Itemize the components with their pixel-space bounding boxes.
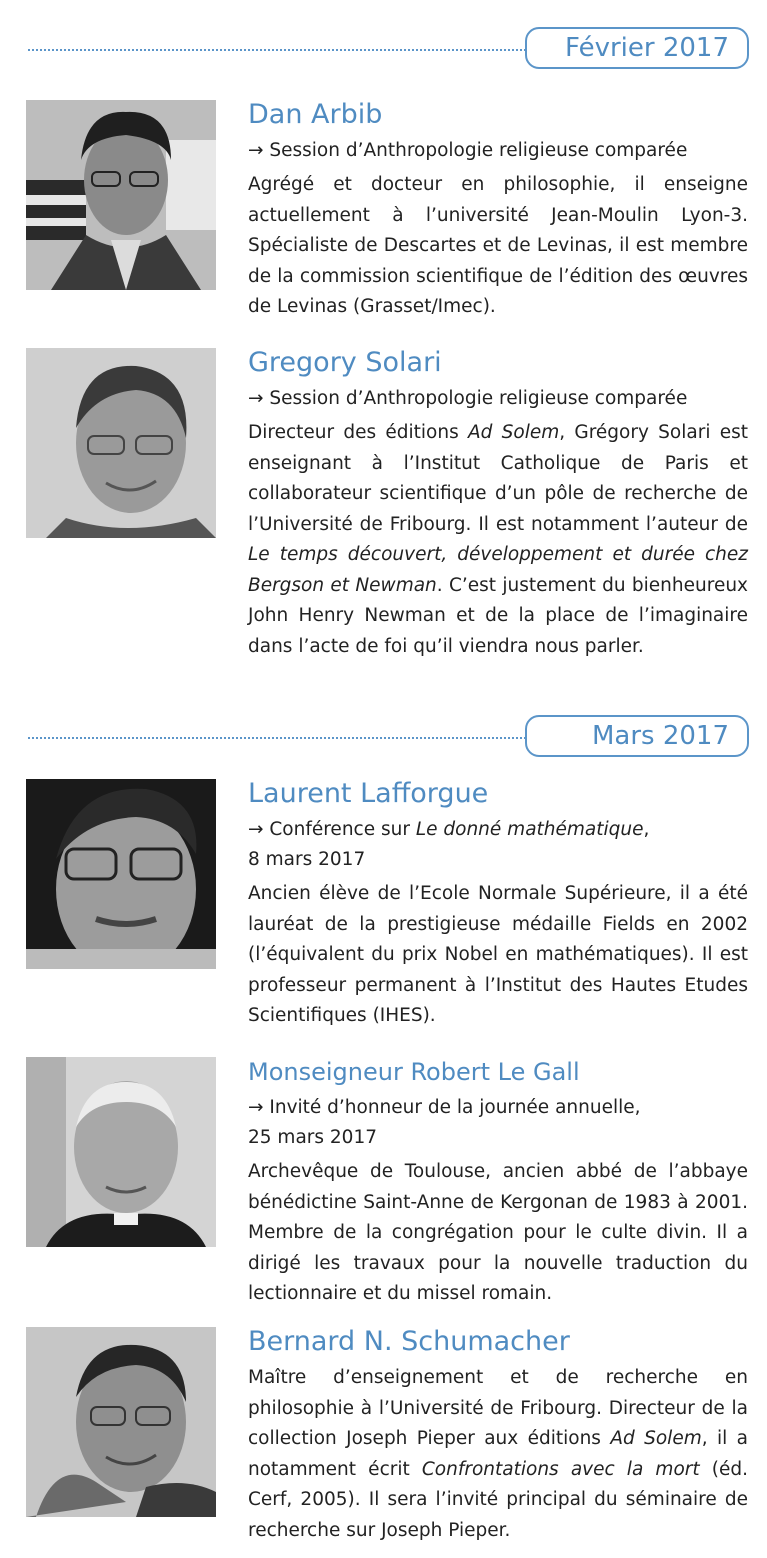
dotted-divider [28,49,526,51]
session-line: → Session d’Anthropologie religieuse comparée [248,388,688,409]
speaker-name: Laurent Lafforgue [248,778,489,809]
portrait-photo [26,348,216,538]
session-line: → Conférence sur Le donné mathématique, 8 mars 2017 [248,819,650,870]
speaker-bio: Agrégé et docteur en philosophie, il enseigne actuellement à l’université Jean-Moulin Lyon-3. Spécialiste de Descartes et de Levinas, il est membre de la commission scientifique de l’édition des œuvres de Levinas (Grasset/Imec). [248,174,748,317]
session-date: 25 mars 2017 [248,1127,377,1148]
speaker-bio: Ancien élève de l’Ecole Normale Supérieure, il a été lauréat de la prestigieuse médaille Fields en 2002 (l’équivalent du prix Nobel en mathématiques). Il est professeur permanent à l’Institut des Hautes Etudes Scientifiques (IHES). [248,883,748,1026]
session-line: → Session d’Anthropologie religieuse comparée [248,140,688,161]
speaker-name: Bernard N. Schumacher [248,1326,570,1357]
portrait-photo [26,1057,216,1247]
speaker-bio: Archevêque de Toulouse, ancien abbé de l’abbaye bénédictine Saint-Anne de Kergonan de 1983 à 2001. Membre de la congrégation pour le culte divin. Il a dirigé les travaux pour la nouvelle traduction du lectionnaire et du missel romain. [248,1161,748,1304]
dotted-divider [28,737,526,739]
month-header-fevrier [0,27,767,73]
portrait-photo [26,779,216,969]
speaker-bio: Directeur des éditions Ad Solem, Grégory Solari est enseignant à l’Institut Catholique de Paris et collaborateur scientifique d’un pôle de recherche de l’Université de Fribourg. Il est notamment l’auteur de Le temps découvert, développement et durée chez Bergson et Newman. C’est justement du bienheureux John Henry Newman et de la place de l’imaginaire dans l’acte de foi qu’il viendra nous parler. [248,422,748,657]
month-header-mars [0,715,767,761]
speaker-name: Gregory Solari [248,347,442,378]
month-label: Mars 2017 [525,715,749,757]
month-label: Février 2017 [525,27,749,69]
session-line: → Invité d’honneur de la journée annuelle, 25 mars 2017 [248,1097,641,1148]
speaker-name: Dan Arbib [248,99,383,130]
session-date: 8 mars 2017 [248,849,366,870]
speaker-name: Monseigneur Robert Le Gall [248,1058,580,1086]
portrait-photo [26,100,216,290]
portrait-photo [26,1327,216,1517]
speaker-bio: Maître d’enseignement et de recherche en philosophie à l’Université de Fribourg. Directeur de la collection Joseph Pieper aux éditions Ad Solem, il a notamment écrit Confrontations avec la mort (éd. Cerf, 2005). Il sera l’invité principal du séminaire de recherche sur Joseph Pieper. [248,1367,749,1541]
